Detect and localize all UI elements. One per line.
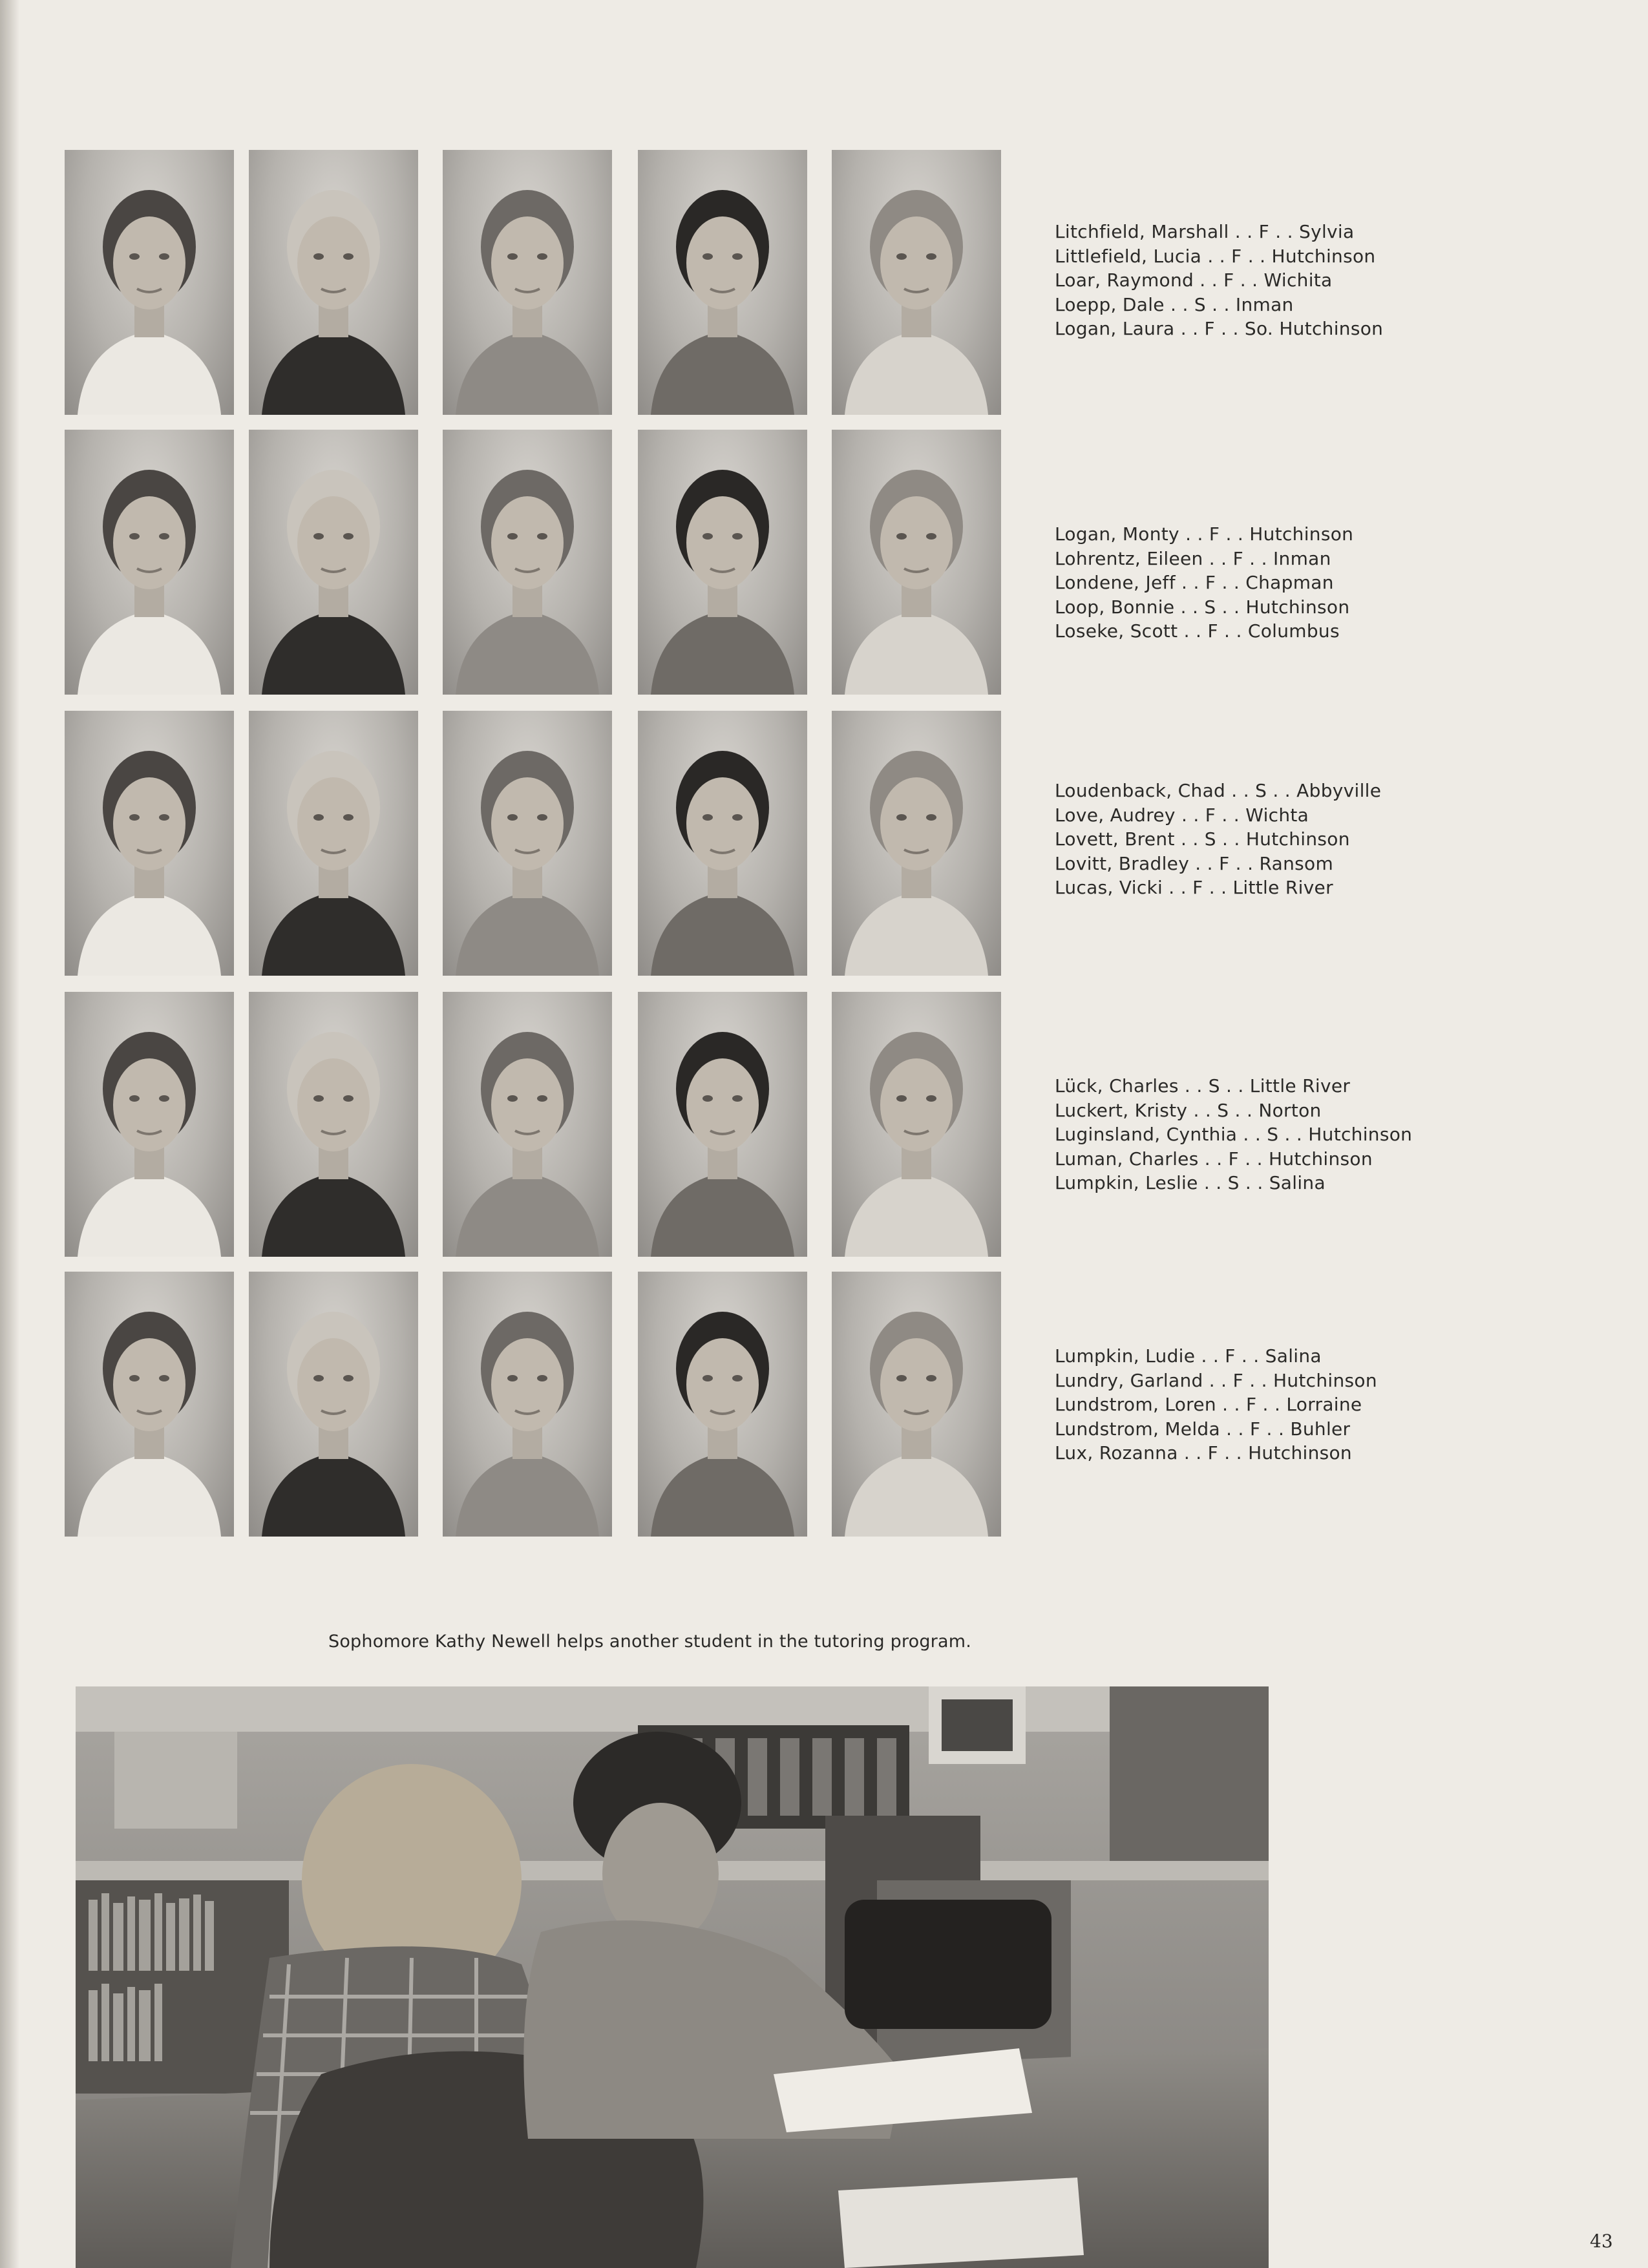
student-entry: Luckert, Kristy . . S . . Norton xyxy=(1055,1099,1322,1121)
student-entry: Lück, Charles . . S . . Little River xyxy=(1055,1075,1351,1097)
student-entry: Lundstrom, Loren . . F . . Lorraine xyxy=(1055,1394,1362,1415)
student-portrait xyxy=(249,430,418,695)
portrait-row xyxy=(65,711,1015,976)
page-number: 43 xyxy=(1590,2231,1613,2252)
student-portrait xyxy=(249,150,418,415)
student-entry: Lumpkin, Ludie . . F . . Salina xyxy=(1055,1345,1322,1367)
student-entry: Loseke, Scott . . F . . Columbus xyxy=(1055,620,1340,642)
student-portrait xyxy=(638,711,807,976)
student-portrait xyxy=(638,992,807,1257)
student-portrait xyxy=(65,1272,234,1537)
student-portrait xyxy=(832,992,1001,1257)
portrait-row xyxy=(65,992,1015,1257)
student-entry: Lumpkin, Leslie . . S . . Salina xyxy=(1055,1172,1326,1193)
student-entry: Loudenback, Chad . . S . . Abbyville xyxy=(1055,780,1382,801)
portrait-row xyxy=(65,430,1015,695)
binding-gutter xyxy=(0,0,19,2268)
student-entry: Lundry, Garland . . F . . Hutchinson xyxy=(1055,1369,1377,1391)
student-entry: Loop, Bonnie . . S . . Hutchinson xyxy=(1055,596,1350,618)
student-entry: Luman, Charles . . F . . Hutchinson xyxy=(1055,1148,1373,1170)
name-list xyxy=(1055,1074,1507,1195)
name-list xyxy=(1055,1344,1507,1465)
student-entry: Lux, Rozanna . . F . . Hutchinson xyxy=(1055,1442,1352,1464)
student-portrait xyxy=(249,992,418,1257)
student-entry: Lucas, Vicki . . F . . Little River xyxy=(1055,877,1333,898)
student-entry: Love, Audrey . . F . . Wichta xyxy=(1055,804,1309,826)
student-portrait xyxy=(443,150,612,415)
student-entry: Loar, Raymond . . F . . Wichita xyxy=(1055,269,1333,291)
student-portrait xyxy=(638,1272,807,1537)
student-entry: Litchfield, Marshall . . F . . Sylvia xyxy=(1055,221,1355,242)
student-portrait xyxy=(65,992,234,1257)
student-portrait xyxy=(443,992,612,1257)
student-portrait xyxy=(832,1272,1001,1537)
name-list xyxy=(1055,522,1507,644)
student-entry: Loepp, Dale . . S . . Inman xyxy=(1055,293,1294,315)
name-list xyxy=(1055,779,1507,900)
student-entry: Lovett, Brent . . S . . Hutchinson xyxy=(1055,828,1350,850)
student-portrait xyxy=(638,430,807,695)
student-portrait xyxy=(638,150,807,415)
photo-caption: Sophomore Kathy Newell helps another student in the tutoring program. xyxy=(328,1632,972,1652)
student-entry: Logan, Laura . . F . . So. Hutchinson xyxy=(1055,318,1384,339)
student-portrait xyxy=(832,711,1001,976)
portrait-row xyxy=(65,150,1015,415)
student-portrait xyxy=(443,711,612,976)
student-portrait xyxy=(443,1272,612,1537)
student-portrait xyxy=(65,711,234,976)
student-portrait xyxy=(249,711,418,976)
student-portrait xyxy=(65,430,234,695)
student-entry: Luginsland, Cynthia . . S . . Hutchinson xyxy=(1055,1124,1413,1145)
student-portrait xyxy=(249,1272,418,1537)
portrait-row xyxy=(65,1272,1015,1537)
student-entry: Littlefield, Lucia . . F . . Hutchinson xyxy=(1055,245,1376,267)
student-portrait xyxy=(443,430,612,695)
student-entry: Logan, Monty . . F . . Hutchinson xyxy=(1055,523,1354,545)
tutoring-photo xyxy=(76,1686,1269,2268)
student-portrait xyxy=(65,150,234,415)
name-list xyxy=(1055,220,1507,341)
student-entry: Lovitt, Bradley . . F . . Ransom xyxy=(1055,852,1334,874)
student-entry: Lohrentz, Eileen . . F . . Inman xyxy=(1055,547,1331,569)
student-portrait xyxy=(832,150,1001,415)
student-entry: Londene, Jeff . . F . . Chapman xyxy=(1055,572,1334,593)
student-entry: Lundstrom, Melda . . F . . Buhler xyxy=(1055,1418,1351,1440)
student-portrait xyxy=(832,430,1001,695)
